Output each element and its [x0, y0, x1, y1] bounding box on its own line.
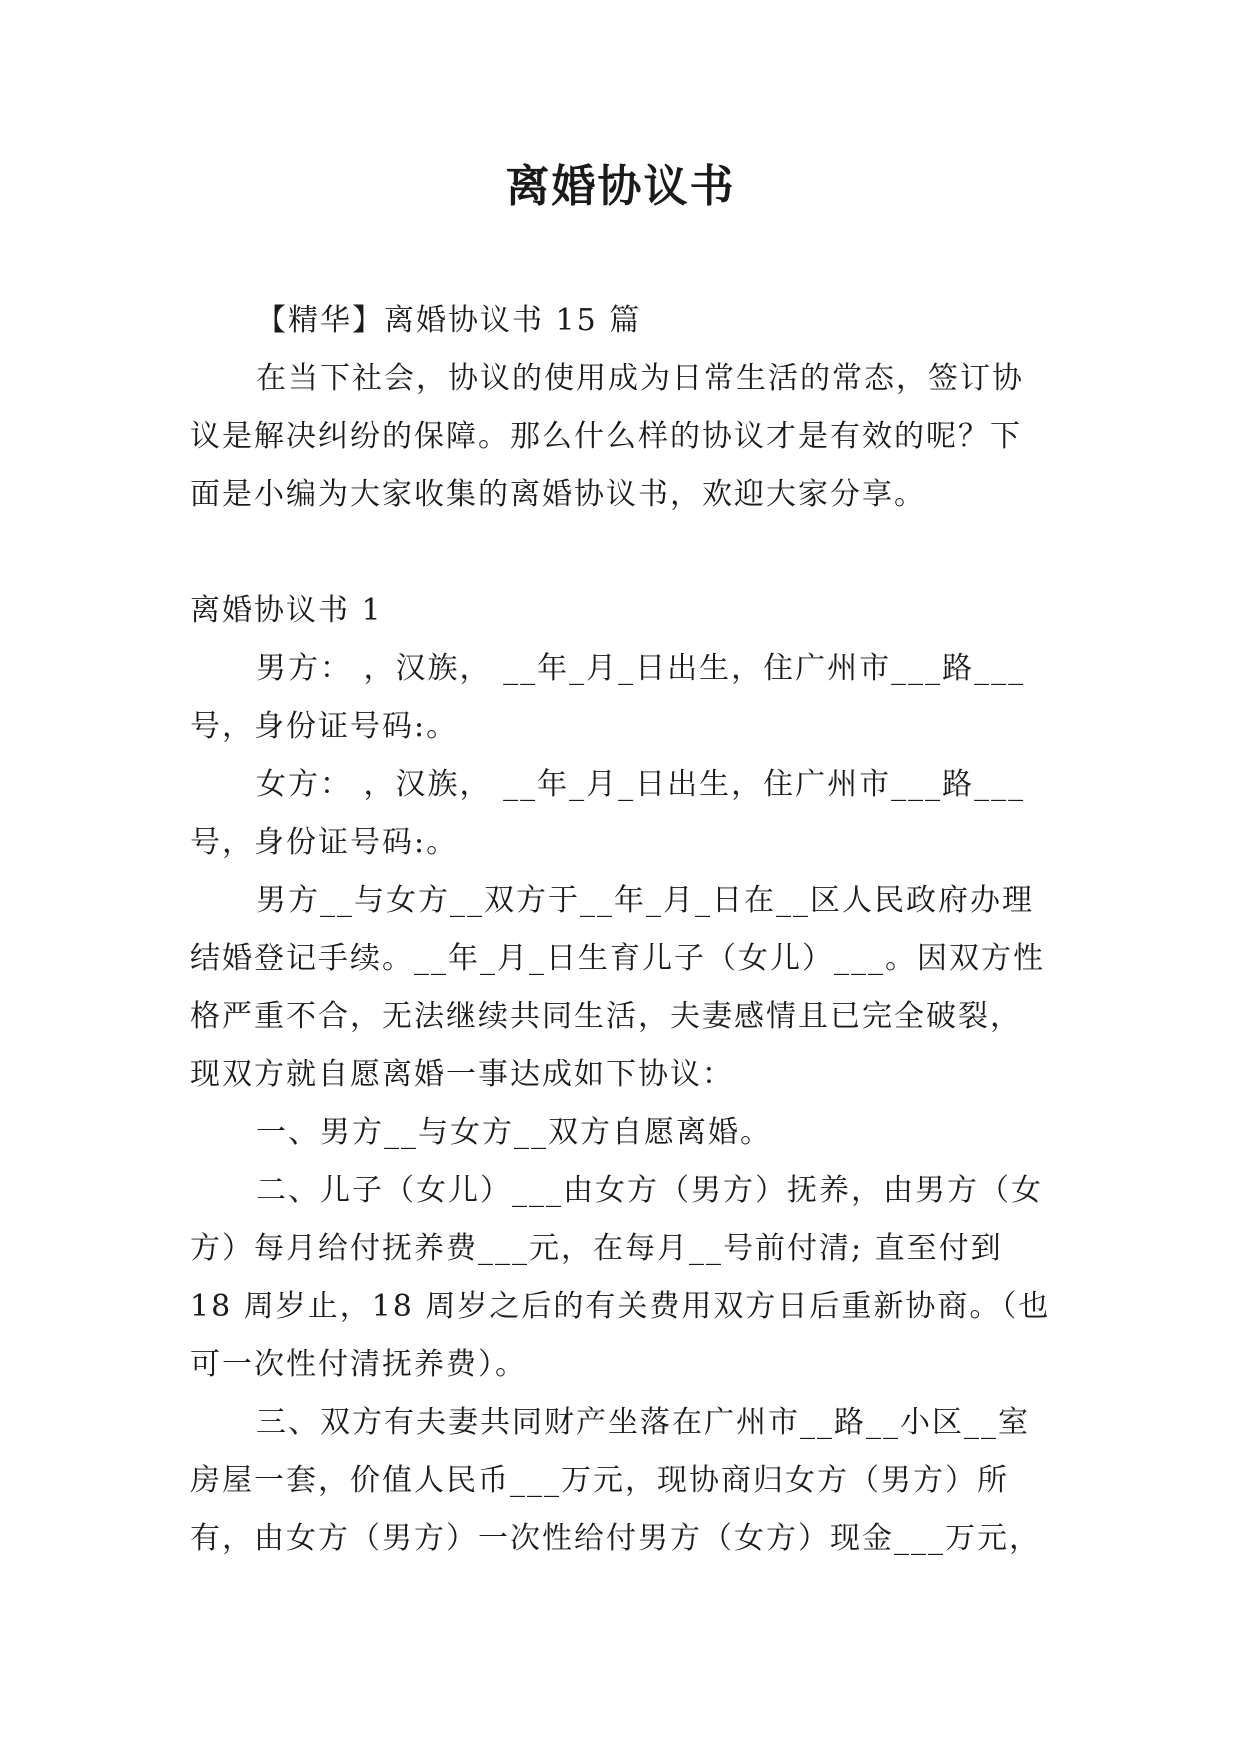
intro-paragraph: 在当下社会，协议的使用成为日常生活的常态，签订协议是解决纠纷的保障。那么什么样的协议才是有效的呢？下面是小编为大家收集的离婚协议书，欢迎大家分享。: [190, 361, 1024, 512]
female-party-paragraph: 女方： ，汉族， __年_月_日出生，住广州市___路___号，身份证号码:。: [190, 767, 1026, 860]
clause-two-paragraph: 二、儿子（女儿）___由女方（男方）抚养，由男方（女方）每月给付抚养费___元，在每月__号前付清; 直至付到 18 周岁止，18 周岁之后的有关费用双方日后重新协商。（也可一次性付清抚养费）。: [190, 1173, 1051, 1382]
marriage-background-paragraph: 男方__与女方__双方于__年_月_日在__区人民政府办理结婚登记手续。__年_月_日生育儿子（女儿）___。因双方性格严重不合，无法继续共同生活，夫妻感情且已完全破裂，现双方就自愿离婚一事达成如下协议：: [190, 883, 1045, 1092]
document-body: [190, 292, 1052, 1568]
clause-one-paragraph: 一、男方__与女方__双方自愿离婚。: [256, 1115, 772, 1150]
male-party-paragraph: 男方： ，汉族， __年_月_日出生，住广州市___路___号，身份证号码:。: [190, 651, 1026, 744]
clause-three-paragraph: 三、双方有夫妻共同财产坐落在广州市__路__小区__室房屋一套，价值人民币___万元，现协商归女方（男方）所有，由女方（男方）一次性给付男方（女方）现金___万元，: [190, 1405, 1041, 1556]
subtitle-paragraph: 【精华】离婚协议书 15 篇: [256, 303, 642, 338]
section-heading: 离婚协议书 1: [190, 593, 383, 628]
document-title: 离婚协议书: [505, 161, 736, 212]
